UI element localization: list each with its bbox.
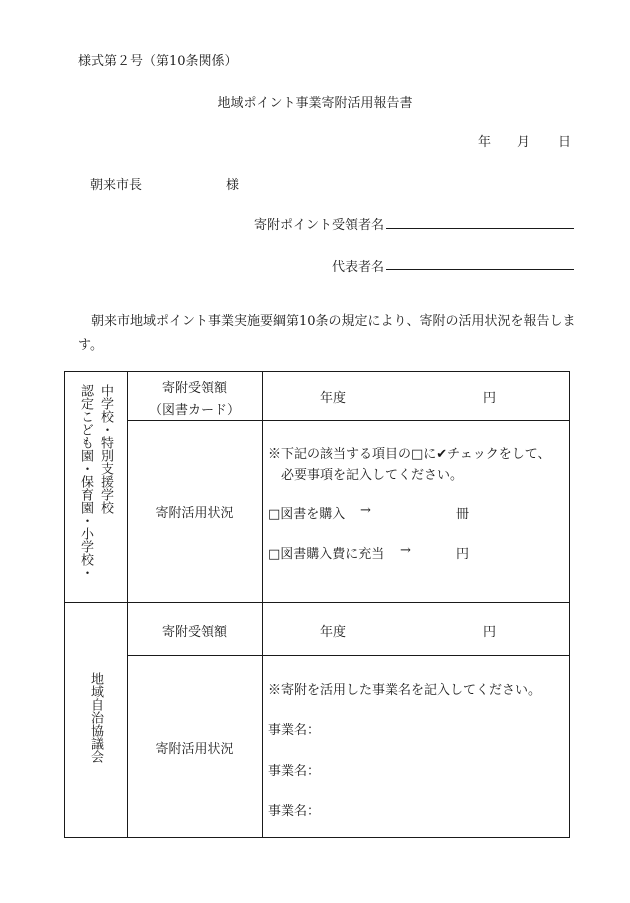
project-name-1[interactable]: 事業名： [268, 723, 321, 738]
recipient-label: 寄附ポイント受領者名 [253, 218, 384, 233]
amount-label-school: 寄附受領額 [161, 381, 227, 396]
instruction-school-2: 必要事項を記入してください。 [281, 468, 464, 483]
option-book-cost[interactable]: □図書購入費に充当 [268, 547, 385, 562]
date-year: 年 [478, 135, 492, 150]
category-school-line1: 中学校・特別支援学校 [98, 384, 113, 514]
usage-label-school: 寄附活用状況 [155, 506, 234, 521]
project-name-3[interactable]: 事業名： [268, 804, 321, 819]
honorific: 様 [226, 178, 240, 193]
project-name-2[interactable]: 事業名： [268, 764, 321, 779]
amount-sublabel-school: （図書カード） [148, 403, 240, 418]
addressee: 朝来市長 [90, 178, 143, 193]
date-month: 月 [517, 135, 531, 150]
instruction-community: ※寄附を活用した事業名を記入してください。 [268, 683, 542, 698]
fiscal-year-community: 年度 [320, 625, 347, 640]
fiscal-year-school: 年度 [320, 391, 347, 406]
amount-label-community: 寄附受領額 [161, 625, 227, 640]
category-community: 地域自治協議会 [88, 672, 103, 763]
representative-line[interactable] [386, 269, 574, 270]
document-title: 地域ポイント事業寄附活用報告書 [217, 96, 413, 111]
form-number: 様式第２号（第10条関係） [78, 54, 238, 69]
recipient-line[interactable] [386, 228, 574, 229]
date-day: 日 [558, 135, 572, 150]
arrow-books: → [360, 503, 371, 518]
unit-books: 冊 [456, 507, 470, 522]
instruction-school: ※下記の該当する項目の□に✔チェックをして、 [268, 447, 551, 462]
unit-yen: 円 [456, 547, 470, 562]
arrow-cost: → [400, 543, 411, 558]
usage-label-community: 寄附活用状況 [155, 742, 234, 757]
report-statement: 朝来市地域ポイント事業実施要綱第10条の規定により、寄附の活用状況を報告します。 [78, 314, 576, 353]
category-school-line2: 認定こども園・保育園・小学校・ [78, 384, 93, 579]
representative-label: 代表者名 [331, 260, 384, 275]
option-buy-books[interactable]: □図書を購入 [268, 507, 346, 522]
yen-school: 円 [483, 391, 497, 406]
yen-community: 円 [483, 625, 497, 640]
